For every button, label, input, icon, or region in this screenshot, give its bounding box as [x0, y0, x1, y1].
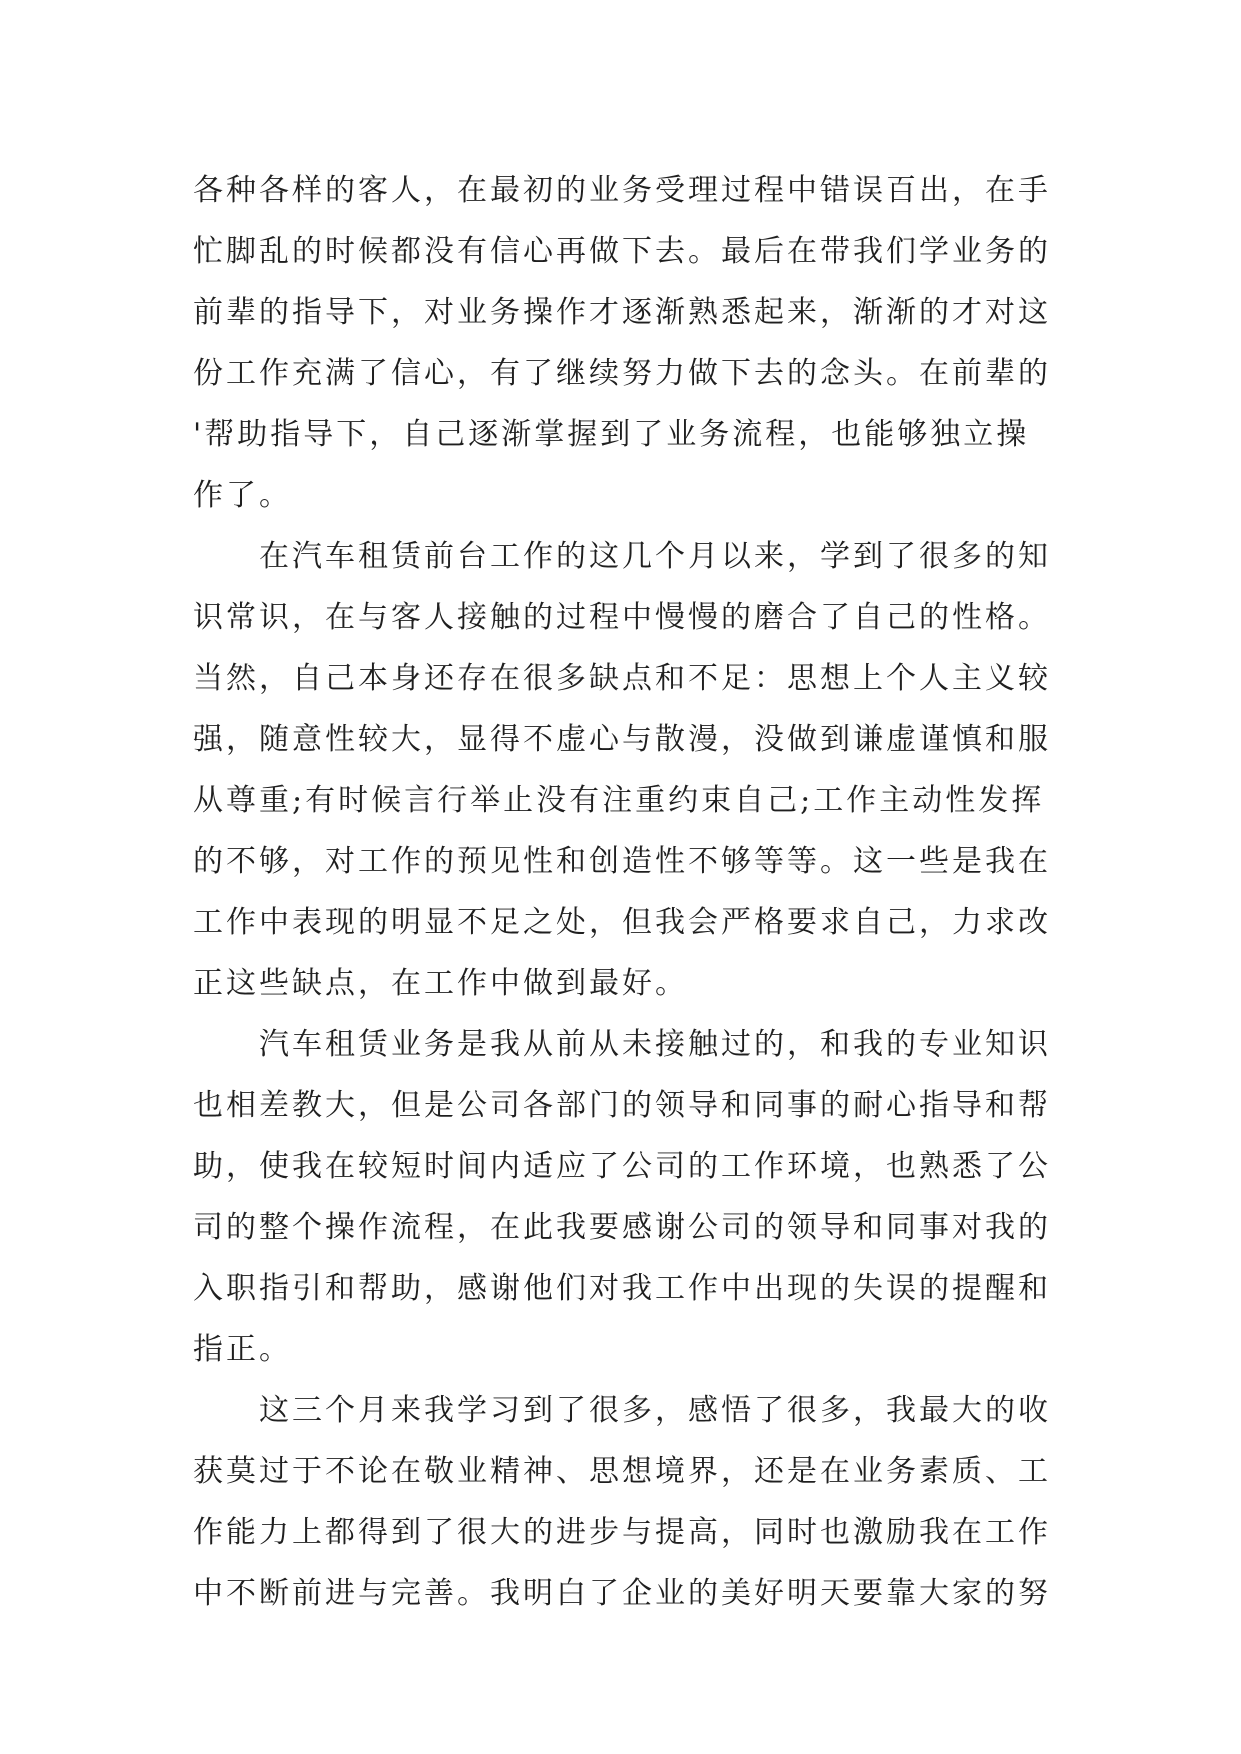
paragraph-2-line-1: 在汽车租赁前台工作的这几个月以来，学到了很多的知 — [259, 539, 1051, 574]
paragraph-3-line-2: 也相差教大，但是公司各部门的领导和同事的耐心指导和帮 — [193, 1088, 1051, 1123]
paragraph-1-line-3: 前辈的指导下，对业务操作才逐渐熟悉起来，渐渐的才对这 — [193, 295, 1051, 330]
paragraph-2-line-7: 工作中表现的明显不足之处，但我会严格要求自己，力求改 — [193, 905, 1051, 940]
paragraph-2-line-4: 强，随意性较大，显得不虚心与散漫，没做到谦虚谨慎和服 — [193, 722, 1051, 757]
paragraph-3-line-4: 司的整个操作流程，在此我要感谢公司的领导和同事对我的 — [193, 1210, 1051, 1245]
paragraph-1-line-2: 忙脚乱的时候都没有信心再做下去。最后在带我们学业务的 — [193, 234, 1051, 269]
paragraph-1-line-4: 份工作充满了信心，有了继续努力做下去的念头。在前辈的 — [193, 356, 1051, 391]
paragraph-4-line-3: 作能力上都得到了很大的进步与提高，同时也激励我在工作 — [193, 1515, 1051, 1550]
paragraph-2-line-5: 从尊重;有时候言行举止没有注重约束自己;工作主动性发挥 — [193, 783, 1045, 818]
paragraph-2-line-2: 识常识，在与客人接触的过程中慢慢的磨合了自己的性格。 — [193, 600, 1051, 635]
paragraph-3-line-6: 指正。 — [193, 1332, 292, 1367]
paragraph-4 — [193, 1380, 1073, 1624]
paragraph-1-line-6: 作了。 — [193, 478, 292, 513]
paragraph-4-line-2: 获莫过于不论在敬业精神、思想境界，还是在业务素质、工 — [193, 1454, 1051, 1489]
paragraph-3 — [193, 1014, 1073, 1380]
body-text — [193, 160, 1073, 1624]
paragraph-2-line-6: 的不够，对工作的预见性和创造性不够等等。这一些是我在 — [193, 844, 1051, 879]
paragraph-3-line-3: 助，使我在较短时间内适应了公司的工作环境，也熟悉了公 — [193, 1149, 1051, 1184]
paragraph-2-line-3: 当然，自己本身还存在很多缺点和不足：思想上个人主义较 — [193, 661, 1051, 696]
paragraph-2 — [193, 526, 1073, 1014]
paragraph-4-line-4: 中不断前进与完善。我明白了企业的美好明天要靠大家的努 — [193, 1576, 1051, 1611]
paragraph-2-line-8: 正这些缺点，在工作中做到最好。 — [193, 966, 688, 1001]
paragraph-1-line-5: '帮助指导下，自己逐渐掌握到了业务流程，也能够独立操 — [193, 417, 1030, 452]
paragraph-4-line-1: 这三个月来我学习到了很多，感悟了很多，我最大的收 — [259, 1393, 1051, 1428]
paragraph-1 — [193, 160, 1073, 526]
paragraph-1-line-1: 各种各样的客人，在最初的业务受理过程中错误百出，在手 — [193, 173, 1051, 208]
paragraph-3-line-1: 汽车租赁业务是我从前从未接触过的，和我的专业知识 — [259, 1027, 1051, 1062]
paragraph-3-line-5: 入职指引和帮助，感谢他们对我工作中出现的失误的提醒和 — [193, 1271, 1051, 1306]
